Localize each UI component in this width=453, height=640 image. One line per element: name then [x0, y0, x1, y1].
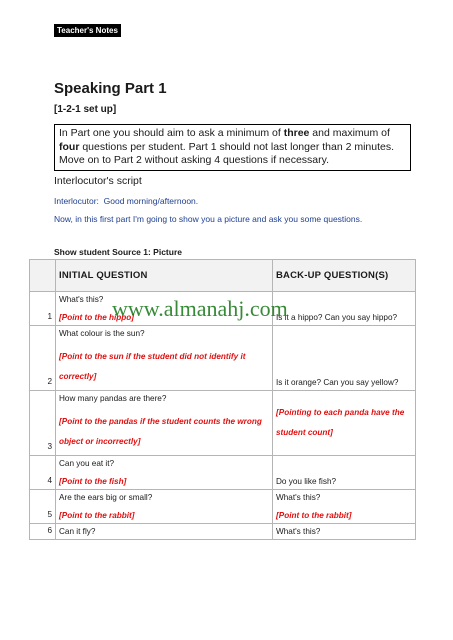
row-number: 5: [30, 490, 56, 524]
question-text: What colour is the sun?: [59, 329, 145, 338]
setup-label: [1-2-1 set up]: [54, 104, 117, 115]
page-title: Speaking Part 1: [54, 80, 167, 97]
greeting-text: Good morning/afternoon.: [103, 196, 199, 206]
header-backup-question: BACK-UP QUESTION(S): [273, 260, 416, 292]
source-label: Show student Source 1: Picture: [54, 247, 182, 257]
backup-question-cell: [273, 456, 416, 490]
backup-text: Is it a hippo? Can you say hippo?: [276, 313, 398, 322]
question-instruction: [Point to the fish]: [59, 477, 127, 486]
instructions-box: [54, 124, 411, 171]
instructions-text-3: questions per student. Part 1 should not last longer than 2 minutes. Move on to Part 2 without asking 4 questions if necessary.: [59, 140, 395, 166]
initial-question-cell: [56, 490, 273, 524]
row-number: 4: [30, 456, 56, 490]
backup-question-cell: [273, 326, 416, 391]
row-number: 3: [30, 391, 56, 456]
row-number: 2: [30, 326, 56, 391]
question-text: What's this?: [59, 295, 104, 304]
question-text: Are the ears big or small?: [59, 493, 153, 502]
backup-text: What's this?: [276, 527, 321, 536]
header-initial-question: INITIAL QUESTION: [56, 260, 273, 292]
script-greeting-line: [54, 196, 198, 206]
question-text: How many pandas are there?: [59, 394, 167, 403]
initial-question-cell: [56, 524, 273, 540]
table-row: [30, 524, 416, 540]
initial-question-cell: [56, 326, 273, 391]
header-num: [30, 260, 56, 292]
row-number: 1: [30, 292, 56, 326]
backup-question-cell: [273, 490, 416, 524]
script-heading: Interlocutor's script: [54, 175, 142, 187]
backup-text: Is it orange? Can you say yellow?: [276, 378, 399, 387]
table-row: [30, 490, 416, 524]
site-watermark: www.almanahj.com: [112, 296, 288, 321]
backup-text: What's this?: [276, 493, 321, 502]
initial-question-cell: [56, 292, 273, 326]
question-instruction: [Point to the pandas if the student counts the wrong object or incorrectly]: [59, 417, 262, 446]
instructions-min: three: [283, 127, 310, 139]
script-intro-line: Now, in this first part I'm going to show you a picture and ask you some questions.: [54, 214, 363, 224]
backup-question-cell: [273, 524, 416, 540]
table-row: [30, 456, 416, 490]
backup-text: Do you like fish?: [276, 477, 337, 486]
row-number: 6: [30, 524, 56, 540]
question-instruction: [Point to the sun if the student did not identify it correctly]: [59, 352, 246, 381]
initial-question-cell: [56, 391, 273, 456]
interlocutor-label: Interlocutor:: [54, 196, 99, 206]
initial-question-cell: [56, 456, 273, 490]
instructions-max: four: [59, 140, 80, 153]
backup-instruction: [Pointing to each panda have the student count]: [276, 408, 405, 437]
backup-instruction: [Point to the rabbit]: [276, 511, 352, 520]
question-instruction: [Point to the rabbit]: [59, 511, 135, 520]
table-row: [30, 292, 416, 326]
questions-table: [29, 259, 416, 540]
table-row: [30, 391, 416, 456]
backup-question-cell: [273, 292, 416, 326]
table-row: [30, 326, 416, 391]
instructions-text-1: In Part one you should aim to ask a minimum of: [59, 127, 284, 139]
question-text: Can you eat it?: [59, 459, 115, 468]
table-header-row: [30, 260, 416, 292]
question-text: Can it fly?: [59, 527, 96, 536]
instructions-text-2: and maximum of: [309, 127, 390, 139]
teachers-notes-tag: Teacher's Notes: [54, 24, 121, 37]
backup-question-cell: [273, 391, 416, 456]
question-instruction: [Point to the hippo]: [59, 313, 135, 322]
